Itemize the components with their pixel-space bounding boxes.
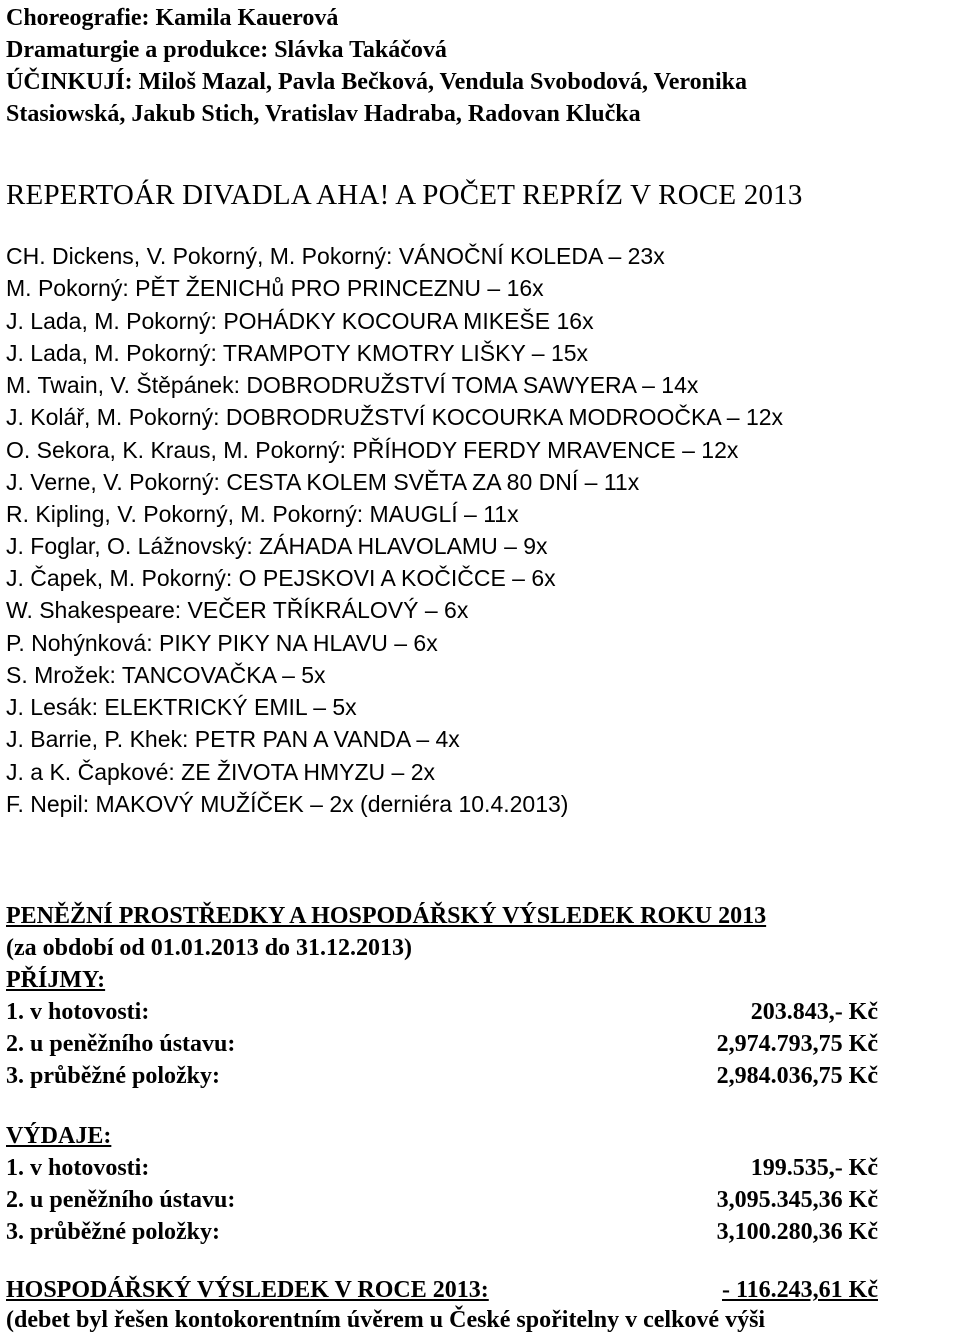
finance-period: (za období od 01.01.2013 do 31.12.2013) <box>6 935 413 961</box>
repertoire-item: F. Nepil: MAKOVÝ MUŽÍČEK – 2x (derniéra 10.4.2013) <box>6 791 569 817</box>
repertoire-item: J. Lesák: ELEKTRICKÝ EMIL – 5x <box>6 694 357 720</box>
result-note: (debet byl řešen kontokorentním úvěrem u České spořitelny v celkové výši <box>6 1307 766 1333</box>
expense-amount: 3,095.345,36 Kč <box>716 1187 878 1213</box>
income-row <box>6 1030 878 1058</box>
repertoire-item: P. Nohýnková: PIKY PIKY NA HLAVU – 6x <box>6 630 438 656</box>
repertoire-item: S. Mrožek: TANCOVAČKA – 5x <box>6 662 326 688</box>
expense-row <box>6 1154 878 1182</box>
income-row <box>6 1062 878 1090</box>
expense-row <box>6 1186 878 1214</box>
result-amount: - 116.243,61 Kč <box>722 1277 878 1303</box>
repertoire-item: R. Kipling, V. Pokorný, M. Pokorný: MAUGLÍ – 11x <box>6 501 519 527</box>
expense-label: 1. v hotovosti: <box>6 1155 150 1181</box>
expenses-heading: VÝDAJE: <box>6 1123 112 1149</box>
repertoire-item: O. Sekora, K. Kraus, M. Pokorný: PŘÍHODY FERDY MRAVENCE – 12x <box>6 437 739 463</box>
cast-line-1: ÚČINKUJÍ: Miloš Mazal, Pavla Bečková, Vendula Svobodová, Veronika <box>6 69 747 95</box>
repertoire-item: J. Kolář, M. Pokorný: DOBRODRUŽSTVÍ KOCOURKA MODROOČKA – 12x <box>6 404 784 430</box>
result-row <box>6 1276 878 1304</box>
repertoire-item: M. Pokorný: PĚT ŽENICHů PRO PRINCEZNU – 16x <box>6 275 544 301</box>
repertoire-item: J. Verne, V. Pokorný: CESTA KOLEM SVĚTA ZA 80 DNÍ – 11x <box>6 469 640 495</box>
income-heading: PŘÍJMY: <box>6 967 106 993</box>
cast-line-2: Stasiowská, Jakub Stich, Vratislav Hadraba, Radovan Klučka <box>6 101 641 127</box>
dramaturgy-credit: Dramaturgie a produkce: Slávka Takáčová <box>6 37 447 63</box>
repertoire-item: J. Lada, M. Pokorný: TRAMPOTY KMOTRY LIŠKY – 15x <box>6 340 589 366</box>
expense-amount: 199.535,- Kč <box>750 1155 878 1181</box>
repertoire-item: J. Lada, M. Pokorný: POHÁDKY KOCOURA MIKEŠE 16x <box>6 308 594 334</box>
income-label: 3. průběžné položky: <box>6 1063 221 1089</box>
repertoire-heading: REPERTOÁR DIVADLA AHA! A POČET REPRÍZ V ROCE 2013 <box>6 179 803 211</box>
expense-amount: 3,100.280,36 Kč <box>716 1219 878 1245</box>
income-amount: 2,974.793,75 Kč <box>716 1031 878 1057</box>
finance-heading: PENĚŽNÍ PROSTŘEDKY A HOSPODÁŘSKÝ VÝSLEDEK ROKU 2013 <box>6 903 767 929</box>
repertoire-item: M. Twain, V. Štěpánek: DOBRODRUŽSTVÍ TOMA SAWYERA – 14x <box>6 372 699 398</box>
result-label: HOSPODÁŘSKÝ VÝSLEDEK V ROCE 2013: <box>6 1277 489 1303</box>
expense-label: 2. u peněžního ústavu: <box>6 1187 236 1213</box>
expense-label: 3. průběžné položky: <box>6 1219 221 1245</box>
income-amount: 203.843,- Kč <box>750 999 878 1025</box>
income-amount: 2,984.036,75 Kč <box>716 1063 878 1089</box>
expense-row <box>6 1218 878 1246</box>
repertoire-item: J. a K. Čapkové: ZE ŽIVOTA HMYZU – 2x <box>6 759 436 785</box>
repertoire-item: J. Čapek, M. Pokorný: O PEJSKOVI A KOČIČCE – 6x <box>6 565 556 591</box>
income-label: 2. u peněžního ústavu: <box>6 1031 236 1057</box>
repertoire-item: J. Foglar, O. Lážnovský: ZÁHADA HLAVOLAMU – 9x <box>6 533 548 559</box>
repertoire-item: CH. Dickens, V. Pokorný, M. Pokorný: VÁNOČNÍ KOLEDA – 23x <box>6 243 665 269</box>
repertoire-item: J. Barrie, P. Khek: PETR PAN A VANDA – 4x <box>6 726 460 752</box>
repertoire-item: W. Shakespeare: VEČER TŘÍKRÁLOVÝ – 6x <box>6 597 469 623</box>
choreography-credit: Choreografie: Kamila Kauerová <box>6 5 339 31</box>
income-label: 1. v hotovosti: <box>6 999 150 1025</box>
income-row <box>6 998 878 1026</box>
